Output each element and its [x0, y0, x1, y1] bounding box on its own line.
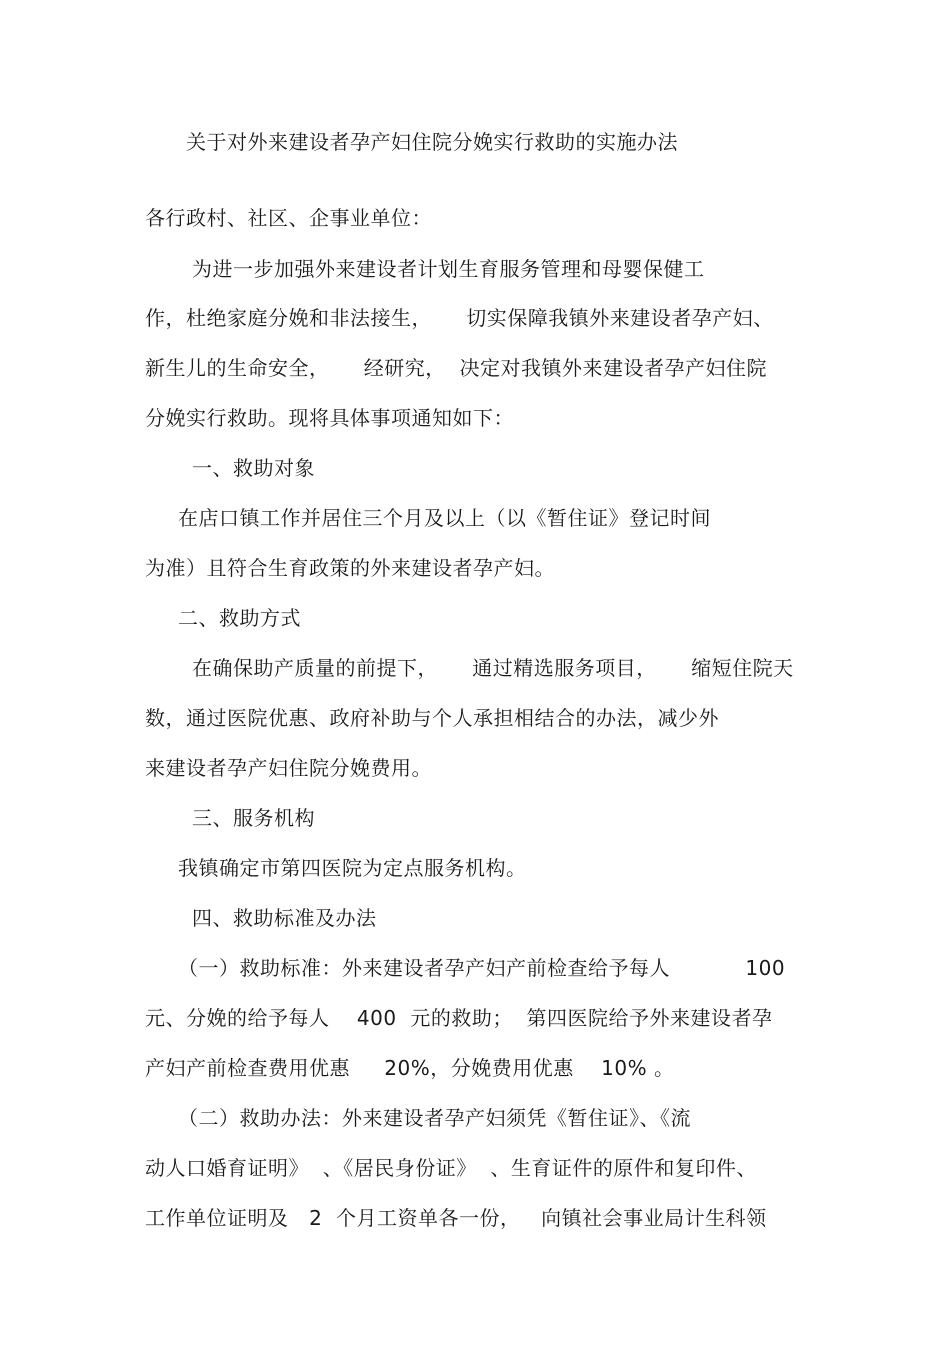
paragraph-line: 为准）且符合生育政策的外来建设者孕产妇。 [145, 556, 555, 580]
paragraph-line: 为进一步加强外来建设者计划生育服务管理和母婴保健工 [192, 257, 705, 281]
paragraph-line: 分娩实行救助。现将具体事项通知如下： [145, 406, 514, 430]
paragraph-line: （二）救助办法：外来建设者孕产妇须凭《暂住证》、《流 [178, 1106, 691, 1130]
paragraph-line: （一）救助标准：外来建设者孕产妇产前检查给予每人 100 [178, 956, 786, 980]
salutation: 各行政村、社区、企事业单位： [145, 206, 432, 230]
paragraph-line: 元、分娩的给予每人 400 元的救助； 第四医院给予外来建设者孕 [145, 1006, 773, 1030]
paragraph-line: 动人口婚育证明》 、《居民身份证》 、生育证件的原件和复印件、 [145, 1156, 757, 1180]
section-heading: 四、救助标准及办法 [192, 906, 377, 930]
section-heading: 一、救助对象 [192, 456, 315, 480]
paragraph-line: 工作单位证明及 2 个月工资单各一份， 向镇社会事业局计生科领 [145, 1206, 767, 1230]
section-heading: 二、救助方式 [178, 606, 301, 630]
paragraph-line: 在确保助产质量的前提下， 通过精选服务项目， 缩短住院天 [192, 656, 794, 680]
paragraph-line: 产妇产前检查费用优惠 20%，分娩费用优惠 10% 。 [145, 1056, 675, 1080]
paragraph-line: 数，通过医院优惠、政府补助与个人承担相结合的办法，减少外 [145, 706, 719, 730]
paragraph-line: 我镇确定市第四医院为定点服务机构。 [178, 856, 527, 880]
document-title: 关于对外来建设者孕产妇住院分娩实行救助的实施办法 [186, 130, 678, 154]
section-heading: 三、服务机构 [192, 806, 315, 830]
paragraph-line: 作，杜绝家庭分娩和非法接生， 切实保障我镇外来建设者孕产妇、 [145, 306, 774, 330]
paragraph-line: 来建设者孕产妇住院分娩费用。 [145, 756, 432, 780]
paragraph-line: 新生儿的生命安全， 经研究， 决定对我镇外来建设者孕产妇住院 [145, 356, 768, 380]
paragraph-line: 在店口镇工作并居住三个月及以上（以《暂住证》登记时间 [178, 506, 711, 530]
